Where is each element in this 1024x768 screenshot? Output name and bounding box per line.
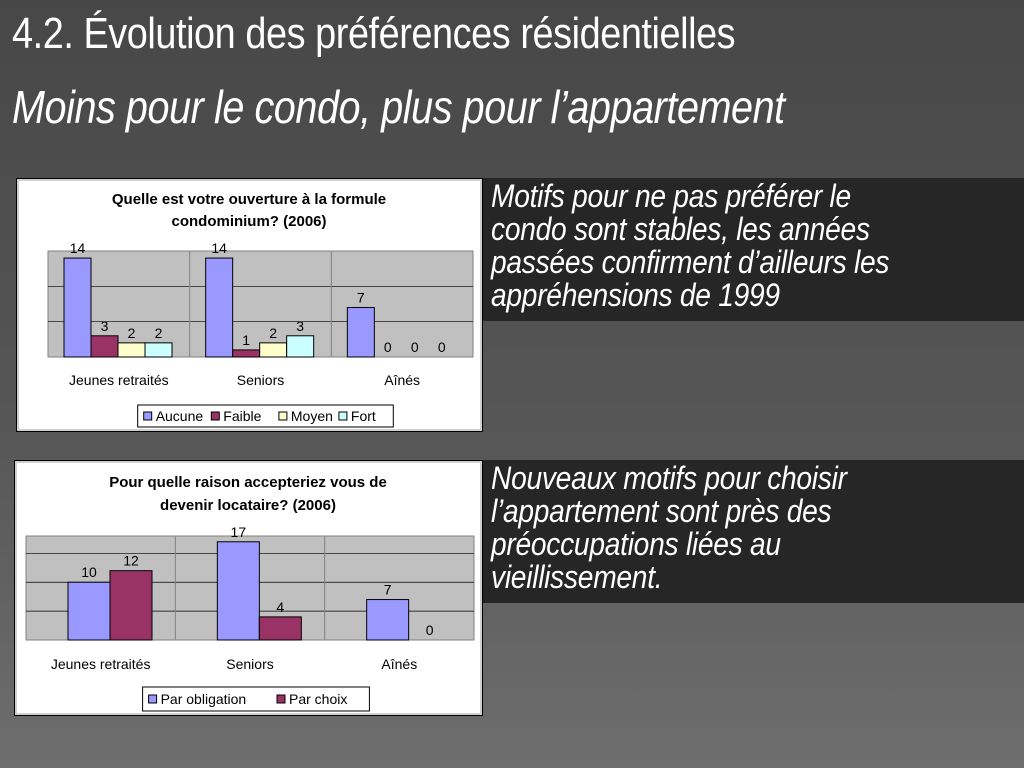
bar-aucune <box>347 308 374 357</box>
bar-aucune <box>64 258 91 357</box>
chart-title: Pour quelle raison accepteriez vous de <box>109 474 387 491</box>
legend-swatch <box>277 695 285 703</box>
chart-title: condominium? (2006) <box>171 213 327 230</box>
note-text-2 <box>491 462 984 594</box>
note-2-line: Nouveaux motifs pour choisir <box>491 460 847 496</box>
data-label: 0 <box>410 339 419 355</box>
legend-label: Faible <box>223 408 262 424</box>
note-2-line: vieillissement. <box>491 559 663 595</box>
category-label: Jeunes retraités <box>50 656 151 672</box>
legend-label: Par choix <box>289 691 348 707</box>
note-2-line: l’appartement sont près des <box>491 493 832 529</box>
chart-title: devenir locataire? (2006) <box>160 497 336 514</box>
chart-svg <box>17 179 482 431</box>
bar-par-obligation <box>367 600 409 640</box>
bar-par-choix <box>110 571 152 640</box>
legend-swatch <box>144 412 152 420</box>
note-text-1 <box>491 180 984 312</box>
note-1-line: Motifs pour ne pas préférer le <box>491 178 851 214</box>
data-label: 3 <box>296 317 305 334</box>
data-label: 2 <box>269 324 278 341</box>
data-label: 7 <box>356 289 365 306</box>
category-label: Seniors <box>236 372 285 388</box>
bar-par-choix <box>259 617 301 640</box>
data-label: 12 <box>123 552 139 569</box>
bar-moyen <box>118 343 145 357</box>
data-label: 2 <box>127 324 136 341</box>
legend-label: Par obligation <box>160 691 247 707</box>
category-label: Jeunes retraités <box>69 372 169 388</box>
legend-swatch <box>279 412 287 420</box>
data-label: 14 <box>211 240 227 257</box>
chart-rental-reason <box>14 460 483 716</box>
data-label: 17 <box>230 523 247 540</box>
data-label: 7 <box>383 581 392 598</box>
note-1-line: condo sont stables, les années <box>491 211 870 247</box>
slide-subtitle: Moins pour le condo, plus pour l’appartement <box>12 81 785 133</box>
data-label: 4 <box>276 598 285 615</box>
legend-label: Fort <box>350 408 376 424</box>
legend-label: Aucune <box>155 408 204 424</box>
data-label: 2 <box>154 324 163 341</box>
chart-condo-openness <box>16 178 483 432</box>
data-label: 0 <box>437 339 446 355</box>
data-label: 1 <box>242 331 251 348</box>
note-1-line: appréhensions de 1999 <box>491 277 780 313</box>
data-label: 0 <box>383 339 392 355</box>
bar-fort <box>287 336 314 357</box>
data-label: 0 <box>425 622 434 638</box>
chart-svg <box>15 461 482 715</box>
bar-aucune <box>206 258 233 357</box>
bar-faible <box>91 336 118 357</box>
legend-label: Moyen <box>290 408 333 424</box>
bar-par-obligation <box>68 582 110 640</box>
category-label: Aînés <box>381 656 418 672</box>
slide-title: 4.2. Évolution des préférences résidentielles <box>12 9 736 58</box>
note-2-line: préoccupations liées au <box>491 526 781 562</box>
legend-swatch <box>339 412 347 420</box>
note-1-line: passées confirment d’ailleurs les <box>491 244 890 280</box>
bar-faible <box>233 350 260 357</box>
legend-swatch <box>211 412 219 420</box>
data-label: 10 <box>81 564 97 581</box>
category-label: Aînés <box>384 372 421 388</box>
bar-moyen <box>260 343 287 357</box>
chart-title: Quelle est votre ouverture à la formule <box>111 191 387 208</box>
data-label: 14 <box>69 240 86 257</box>
category-label: Seniors <box>226 656 274 672</box>
bar-par-obligation <box>217 542 259 640</box>
bar-fort <box>145 343 172 357</box>
data-label: 3 <box>100 317 109 334</box>
legend-swatch <box>149 695 157 703</box>
